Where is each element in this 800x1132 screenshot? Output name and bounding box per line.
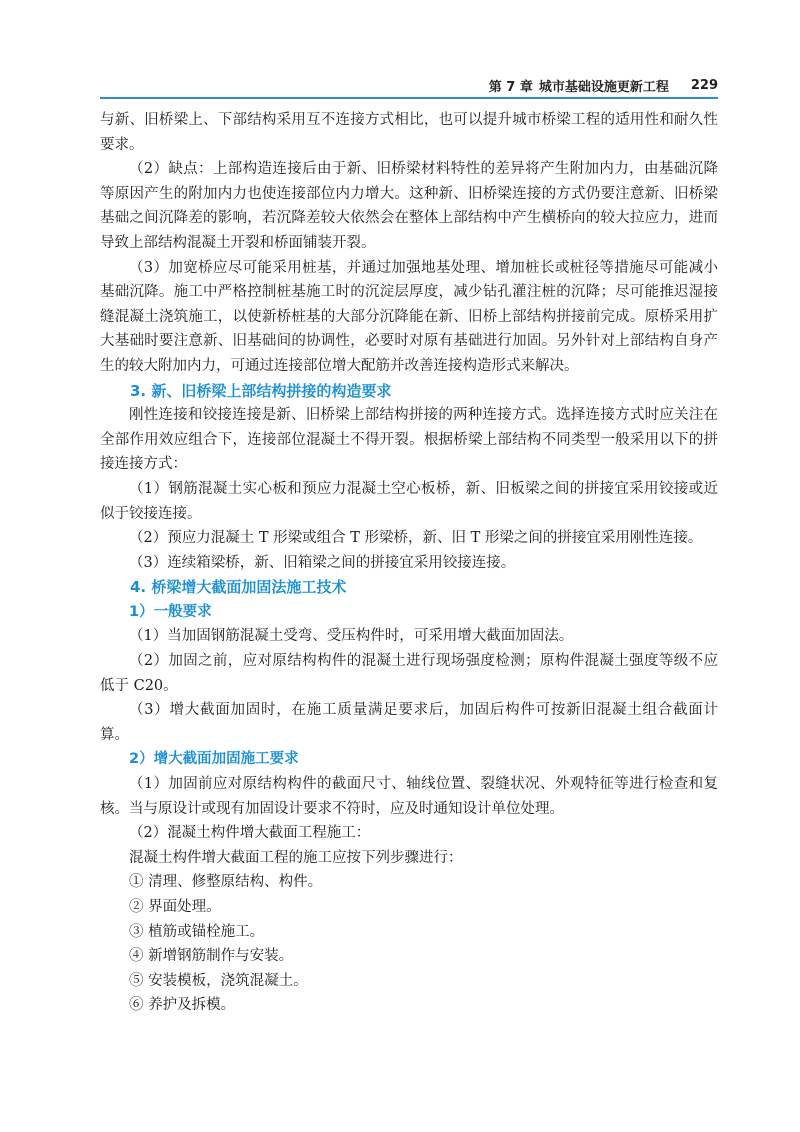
page-number: 229 [690, 77, 718, 93]
paragraph: （1）钢筋混凝土实心板和预应力混凝土空心板桥，新、旧板梁之间的拼接宜采用铰接或近似于铰接连接。 [100, 480, 718, 522]
paragraph: （2）缺点：上部构造连接后由于新、旧桥梁材料特性的差异将产生附加内力，由基础沉降等原因产生的附加内力也使连接部位内力增大。这种新、旧桥梁连接的方式仍要注意新、旧桥梁基础之间沉降差的影响，若沉降差较大依然会在整体上部结构中产生横桥向的较大拉应力，进而导致上部结构混凝土开裂和桥面铺装开裂。 [100, 161, 718, 251]
page-body [100, 108, 718, 1018]
paragraph: ① 清理、修整原结构、构件。 [129, 874, 323, 891]
paragraph: ⑥ 养护及拆模。 [129, 997, 236, 1014]
paragraph: （2）混凝土构件增大截面工程施工： [129, 825, 371, 842]
subsection-heading: 2）增大截面加固施工要求 [129, 751, 299, 768]
page-header [100, 73, 718, 99]
paragraph: （3）连续箱梁桥，新、旧箱梁之间的拼接宜采用铰接连接。 [129, 554, 516, 571]
paragraph: ② 界面处理。 [129, 899, 221, 915]
chapter-title: 城市基础设施更新工程 [538, 79, 669, 95]
chapter-number: 第 7 章 [488, 79, 533, 95]
subsection-heading: 1）一般要求 [129, 603, 212, 620]
paragraph: ⑤ 安装模板，浇筑混凝土。 [129, 972, 308, 989]
paragraph: ④ 新增钢筋制作与安装。 [129, 948, 294, 965]
section-heading: 4. 桥梁增大截面加固法施工技术 [130, 578, 347, 597]
paragraph: （3）加宽桥应尽可能采用桩基，并通过加强地基处理、增加桩长或桩径等措施尽可能减小基础沉降。施工中严格控制桩基施工时的沉淀层厚度，减少钻孔灌注桩的沉降；尽可能推迟湿接缝混凝土浇筑施工，以使新桥桩基的大部分沉降能在新、旧桥上部结构拼接前完成。原桥采用扩大基础时要注意新、旧基础间的协调性，必要时对原有基础进行加固。另外针对上部结构自身产生的较大附加内力，可通过连接部位增大配筋并改善连接构造形式来解决。 [100, 259, 718, 374]
section-heading: 3. 新、旧桥梁上部结构拼接的构造要求 [130, 381, 392, 400]
paragraph: （2）加固之前，应对原结构构件的混凝土进行现场强度检测；原构件混凝土强度等级不应低于 C20。 [100, 653, 718, 694]
paragraph: 混凝土构件增大截面工程的施工应按下列步骤进行： [129, 849, 463, 866]
paragraph: 与新、旧桥梁上、下部结构采用互不连接方式相比，也可以提升城市桥梁工程的适用性和耐久性要求。 [100, 112, 718, 153]
paragraph: （1）当加固钢筋混凝土受弯、受压构件时，可采用增大截面加固法。 [129, 628, 574, 645]
paragraph: ③ 植筋或锚栓施工。 [129, 923, 265, 940]
paragraph: （1）加固前应对原结构构件的截面尺寸、轴线位置、裂缝状况、外观特征等进行检查和复核。当与原设计或现有加固设计要求不符时，应及时通知设计单位处理。 [100, 776, 718, 817]
paragraph: （2）预应力混凝土 T 形梁或组合 T 形梁桥，新、旧 T 形梁之间的拼接宜采用刚性连接。 [129, 530, 703, 547]
paragraph: （3）增大截面加固时，在施工质量满足要求后，加固后构件可按新旧混凝土组合截面计算。 [100, 702, 718, 743]
paragraph: 刚性连接和铰接连接是新、旧桥梁上部结构拼接的两种连接方式。选择连接方式时应关注在全部作用效应组合下，连接部位混凝土不得开裂。根据桥梁上部结构不同类型一般采用以下的拼接连接方式： [100, 407, 718, 473]
